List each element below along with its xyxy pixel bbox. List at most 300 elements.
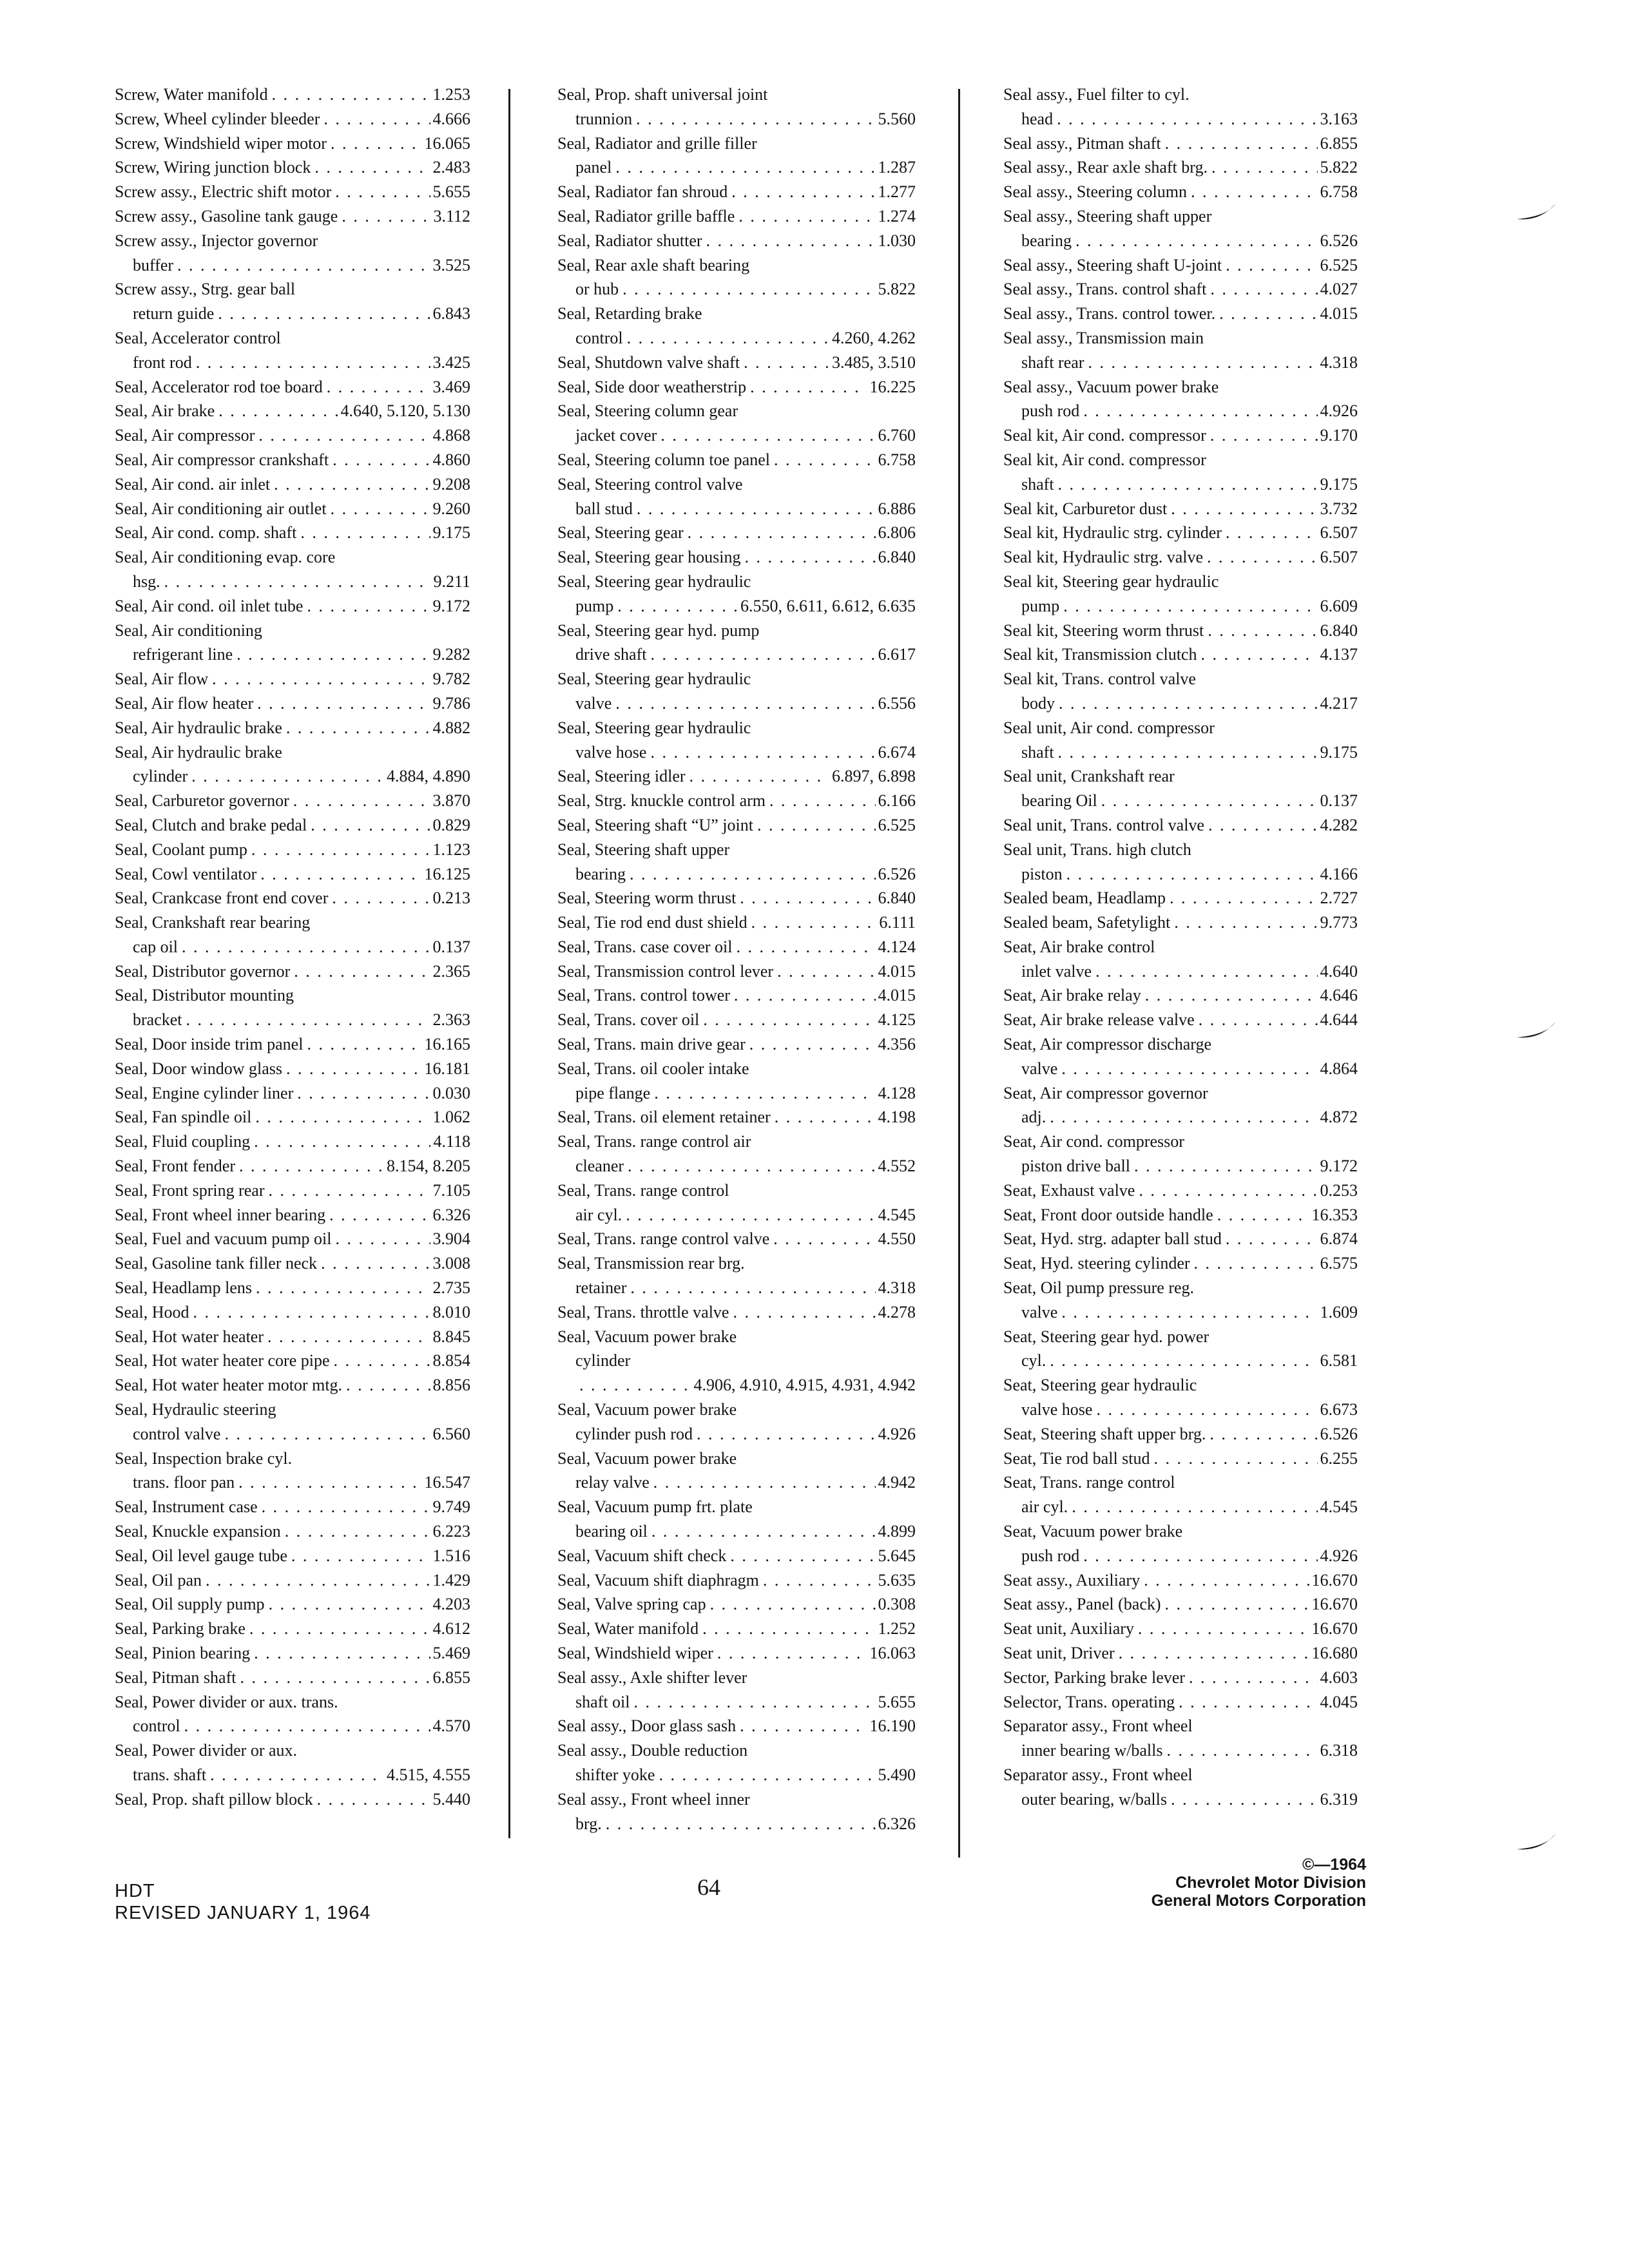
- dot-leader: [297, 1081, 430, 1106]
- dot-leader: [775, 1105, 876, 1129]
- dot-leader: [1226, 521, 1318, 545]
- index-entry-line: [557, 399, 916, 423]
- index-entry: [115, 1398, 470, 1446]
- index-entry-page-ref: 4.640: [1320, 961, 1358, 981]
- index-entry-text: cyl.: [1021, 1351, 1046, 1370]
- index-entry-text: Seal kit, Trans. control valve: [1003, 669, 1196, 689]
- index-entry-line: [1003, 959, 1358, 984]
- index-entry-line: [115, 813, 470, 838]
- index-entry: [115, 1129, 470, 1154]
- index-entry-page-ref: 5.560: [878, 109, 916, 128]
- index-entry-text: Seal, Pitman shaft: [115, 1667, 236, 1687]
- dot-leader: [177, 253, 430, 278]
- index-entry-line: [115, 691, 470, 716]
- dot-leader: [1174, 910, 1317, 935]
- index-entry-text: buffer: [133, 255, 174, 274]
- index-entry-line: [557, 1178, 916, 1203]
- index-entry-line: [1003, 302, 1358, 326]
- dot-leader: [1217, 1203, 1309, 1227]
- index-entry-line: [1003, 521, 1358, 545]
- index-entry: [115, 1738, 470, 1787]
- index-entry-line: [115, 107, 470, 131]
- dot-leader: [1210, 423, 1318, 448]
- index-entry-text: Seat, Vacuum power brake: [1003, 1522, 1183, 1541]
- index-entry-line: [557, 107, 916, 131]
- index-entry-text: cylinder push rod: [575, 1424, 693, 1443]
- dot-leader: [650, 642, 875, 667]
- index-entry-text: shaft rear: [1021, 352, 1084, 372]
- index-entry-page-ref: 9.175: [432, 523, 470, 543]
- index-entry-page-ref: 4.015: [878, 961, 916, 981]
- dot-leader: [293, 789, 430, 813]
- index-entry-page-ref: 6.318: [1320, 1741, 1358, 1760]
- index-entry-page-ref: 4.545: [1320, 1497, 1358, 1517]
- index-entry-text: Seal, Vacuum shift diaphragm: [557, 1570, 759, 1590]
- index-entry-page-ref: 1.030: [878, 231, 916, 250]
- index-entry: [115, 1446, 470, 1495]
- index-entry-line: [1003, 1470, 1358, 1495]
- index-entry-text: Seal, Trans. range control valve: [557, 1229, 770, 1249]
- index-entry-line: [115, 1398, 470, 1422]
- index-entry-text: shaft: [1021, 742, 1054, 762]
- index-entry-page-ref: 6.840: [1320, 620, 1358, 640]
- index-entry-page-ref: 6.886: [878, 499, 916, 518]
- index-entry: [557, 448, 916, 472]
- dot-leader: [615, 155, 875, 180]
- index-entry: [1003, 131, 1358, 156]
- index-entry-page-ref: 16.125: [424, 864, 470, 883]
- index-entry-page-ref: 5.490: [878, 1765, 916, 1784]
- index-entry-line: [1003, 983, 1358, 1008]
- index-entry-line: [1003, 277, 1358, 302]
- index-entry-text: Seal, Hot water heater core pipe: [115, 1351, 330, 1370]
- index-entry: [1003, 570, 1358, 619]
- index-entry: [557, 789, 916, 813]
- index-entry-page-ref: 16.225: [869, 377, 916, 396]
- dot-leader: [260, 862, 421, 887]
- index-entry-line: [115, 204, 470, 229]
- index-entry: [557, 545, 916, 570]
- index-entry-text: jacket cover: [575, 426, 657, 445]
- index-entry: [115, 1227, 470, 1251]
- index-entry-text: Seal, Vacuum shift check: [557, 1546, 727, 1565]
- index-entry-line: [1003, 594, 1358, 619]
- index-entry-text: Seal, Vacuum pump frt. plate: [557, 1497, 753, 1517]
- footer-revision: [115, 1880, 371, 1924]
- index-entry: [1003, 1422, 1358, 1446]
- index-entry: [1003, 1763, 1358, 1812]
- index-entry-page-ref: 4.868: [432, 426, 470, 445]
- index-entry-line: [557, 229, 916, 253]
- index-entry-text: Seal, Hot water heater: [115, 1327, 264, 1346]
- dot-leader: [703, 1008, 875, 1032]
- dot-leader: [333, 448, 430, 472]
- index-entry-text: Seal, Prop. shaft universal joint: [557, 85, 768, 104]
- index-entry-line: [557, 1544, 916, 1568]
- index-entry-page-ref: 16.670: [1311, 1570, 1358, 1590]
- index-entry-text: Seal unit, Trans. control valve: [1003, 815, 1204, 834]
- index-entry-page-ref: 6.111: [879, 913, 916, 932]
- index-entry-line: [115, 1714, 470, 1738]
- index-entry-text: shaft: [1021, 474, 1054, 494]
- dot-leader: [1165, 1592, 1309, 1617]
- index-entry: [557, 1714, 916, 1738]
- index-entry-line: [557, 862, 916, 887]
- dot-leader: [1200, 642, 1317, 667]
- index-entry-line: [1003, 1738, 1358, 1763]
- index-entry-page-ref: 6.507: [1320, 523, 1358, 543]
- dot-leader: [706, 229, 876, 253]
- index-entry-page-ref: 0.213: [432, 889, 470, 908]
- index-entry: [115, 1057, 470, 1081]
- index-entry-line: [1003, 155, 1358, 180]
- dot-leader: [1088, 351, 1317, 375]
- index-entry-line: [557, 716, 916, 740]
- index-entry-text: Screw assy., Gasoline tank gauge: [115, 206, 338, 226]
- index-entry-line: [115, 764, 470, 789]
- index-entry-text: Seal kit, Hydraulic strg. valve: [1003, 548, 1204, 567]
- index-entry-line: [557, 886, 916, 910]
- index-entry-text: Seal, Oil supply pump: [115, 1595, 265, 1614]
- index-entry-text: outer bearing, w/balls: [1021, 1789, 1167, 1809]
- index-entry-text: Seal, Air flow: [115, 669, 209, 689]
- index-entry-page-ref: 6.525: [1320, 255, 1358, 274]
- index-entry-line: [557, 1422, 916, 1446]
- index-entry-line: [115, 423, 470, 448]
- index-entry-line: [557, 1568, 916, 1593]
- index-entry-line: [115, 326, 470, 351]
- dot-leader: [773, 1227, 875, 1251]
- dot-leader: [777, 959, 875, 984]
- index-entry-text: Seal, Transmission control lever: [557, 961, 774, 981]
- dot-leader: [269, 1178, 430, 1203]
- index-entry: [557, 1129, 916, 1178]
- index-entry-line: [1003, 180, 1358, 204]
- index-entry-line: [557, 253, 916, 278]
- index-entry: [1003, 375, 1358, 424]
- index-entry-line: [115, 521, 470, 545]
- index-entry-page-ref: 4.318: [1320, 352, 1358, 372]
- dot-leader: [710, 1592, 876, 1617]
- index-entry-line: [115, 1203, 470, 1227]
- dot-leader: [1165, 131, 1318, 156]
- index-entry: [1003, 1690, 1358, 1715]
- index-entry-text: Seal assy., Steering shaft upper: [1003, 206, 1212, 226]
- index-entry-text: Seal, Steering shaft upper: [557, 840, 730, 859]
- index-entry-page-ref: 6.760: [878, 426, 916, 445]
- index-entry-text: Seal, Steering gear: [557, 523, 684, 543]
- index-entry-page-ref: 3.485, 3.510: [832, 352, 916, 372]
- index-entry-line: [557, 1592, 916, 1617]
- index-entry-page-ref: 5.469: [432, 1644, 470, 1662]
- index-entry-text: Seal, Distributor governor: [115, 961, 291, 981]
- index-entry-line: [115, 1349, 470, 1373]
- index-entry-text: valve: [575, 693, 612, 713]
- dot-leader: [1144, 1568, 1309, 1593]
- index-entry-text: Seal, Side door weatherstrip: [557, 377, 747, 396]
- index-entry-page-ref: 6.897, 6.898: [832, 767, 916, 786]
- index-entry-line: [115, 619, 470, 643]
- dot-leader: [1083, 1544, 1317, 1568]
- index-entry: [557, 375, 916, 399]
- dot-leader: [249, 1617, 430, 1641]
- index-entry-text: pump: [1021, 596, 1060, 615]
- dot-leader: [1207, 545, 1317, 570]
- index-entry-text: Seal, Steering gear hydraulic: [557, 718, 751, 737]
- dot-leader: [1171, 1787, 1318, 1812]
- index-entry-text: Seal, Steering column gear: [557, 401, 738, 421]
- index-entry-text: push rod: [1021, 1546, 1080, 1565]
- index-entry-line: [1003, 667, 1358, 691]
- index-entry: [115, 1300, 470, 1325]
- index-entry-line: [1003, 326, 1358, 351]
- index-entry-line: [1003, 229, 1358, 253]
- index-entry-text: head: [1021, 109, 1054, 128]
- index-entry: [115, 1544, 470, 1568]
- index-entry-line: [1003, 740, 1358, 765]
- index-entry-text: pipe flange: [575, 1083, 651, 1102]
- index-entry-line: [115, 570, 470, 594]
- index-entry: [115, 1495, 470, 1519]
- index-entry-text: Seal, Hot water heater motor mtg.: [115, 1376, 343, 1395]
- index-entry-page-ref: 8.845: [432, 1327, 470, 1346]
- index-entry-line: [115, 740, 470, 765]
- index-entry-line: [557, 1032, 916, 1057]
- dot-leader: [1208, 813, 1318, 838]
- index-entry-line: [115, 399, 470, 423]
- dot-leader: [323, 107, 430, 131]
- index-entry: [115, 1032, 470, 1057]
- index-entry-line: [1003, 1714, 1358, 1738]
- index-entry: [1003, 1081, 1358, 1130]
- index-entry-text: Seal, Fuel and vacuum pump oil: [115, 1229, 332, 1249]
- index-entry-text: Seal unit, Crankshaft rear: [1003, 767, 1175, 786]
- index-entry-line: [557, 1763, 916, 1787]
- index-entry: [115, 1568, 470, 1593]
- dot-leader: [1134, 1154, 1318, 1178]
- index-entry-page-ref: 9.208: [432, 474, 470, 494]
- footer-copyright: ©—1964: [1302, 1856, 1366, 1874]
- index-entry-text: Seal, Air conditioning air outlet: [115, 499, 327, 518]
- index-entry-page-ref: 1.253: [432, 85, 470, 104]
- index-entry-text: Seat unit, Auxiliary: [1003, 1619, 1134, 1639]
- index-entry: [1003, 667, 1358, 716]
- dot-leader: [1061, 1300, 1317, 1325]
- index-entry-line: [1003, 1032, 1358, 1057]
- index-entry-line: [557, 1398, 916, 1422]
- index-entry-text: Seal, Steering shaft “U” joint: [557, 815, 753, 834]
- index-entry-line: [557, 545, 916, 570]
- index-entry-text: control valve: [133, 1424, 221, 1443]
- index-entry-line: [115, 448, 470, 472]
- index-entry-line: [115, 277, 470, 302]
- index-entry-line: [557, 1105, 916, 1129]
- dot-leader: [285, 1519, 430, 1544]
- index-entry-text: Seal kit, Air cond. compressor: [1003, 426, 1206, 445]
- dot-leader: [286, 716, 430, 740]
- index-entry: [1003, 423, 1358, 448]
- index-entry: [115, 1203, 470, 1227]
- index-entry-text: Seal, Radiator grille baffle: [557, 206, 735, 226]
- index-entry-text: Seal, Prop. shaft pillow block: [115, 1789, 313, 1809]
- dot-leader: [335, 180, 430, 204]
- index-entry-line: [115, 82, 470, 107]
- index-entry-line: [557, 1276, 916, 1300]
- index-entry-text: drive shaft: [575, 645, 647, 664]
- dot-leader: [311, 813, 430, 838]
- index-entry-text: Seal, Front wheel inner bearing: [115, 1205, 326, 1224]
- index-entry-text: shifter yoke: [575, 1765, 655, 1784]
- index-entry-text: Seat, Exhaust valve: [1003, 1180, 1135, 1200]
- index-entry-text: Seal assy., Front wheel inner: [557, 1789, 750, 1809]
- dot-leader: [212, 667, 430, 691]
- index-entry-page-ref: 4.612: [432, 1619, 470, 1639]
- index-entry-line: [557, 1057, 916, 1081]
- index-entry-page-ref: 6.550, 6.611, 6.612, 6.635: [740, 596, 916, 615]
- index-entry-line: [1003, 1227, 1358, 1251]
- index-entry-page-ref: 6.609: [1320, 596, 1358, 615]
- index-entry-page-ref: 4.137: [1320, 645, 1358, 664]
- index-entry-line: [115, 642, 470, 667]
- index-entry-page-ref: 4.872: [1320, 1108, 1358, 1127]
- index-entry-line: [115, 1690, 470, 1715]
- index-entry: [1003, 204, 1358, 253]
- index-entry-page-ref: 5.635: [878, 1570, 916, 1590]
- index-entry-line: [1003, 1349, 1358, 1373]
- index-entry: [115, 277, 470, 326]
- index-entry-page-ref: 4.899: [878, 1522, 916, 1541]
- index-entry: [1003, 886, 1358, 910]
- index-entry: [557, 1008, 916, 1032]
- index-entry-page-ref: 6.806: [878, 523, 916, 543]
- index-entry-text: adj.: [1021, 1108, 1046, 1127]
- index-entry-text: bearing: [575, 864, 626, 883]
- index-entry-text: Seal, Air brake: [115, 401, 215, 421]
- index-entry: [1003, 82, 1358, 131]
- index-entry-page-ref: 6.526: [1320, 1424, 1358, 1443]
- index-entry-page-ref: 9.782: [432, 669, 470, 689]
- index-entry-page-ref: 6.855: [1320, 133, 1358, 153]
- index-entry: [115, 131, 470, 156]
- index-entry-text: Seal, Air cond. comp. shaft: [115, 523, 297, 543]
- index-entry-page-ref: 4.644: [1320, 1010, 1358, 1030]
- index-entry-text: Seal, Accelerator rod toe board: [115, 377, 323, 396]
- dot-leader: [1096, 1398, 1317, 1422]
- index-entry-text: Seal unit, Trans. high clutch: [1003, 840, 1191, 859]
- index-entry-text: Seal, Pinion bearing: [115, 1644, 251, 1662]
- dot-leader: [193, 1300, 430, 1325]
- index-entry-text: Seat, Air compressor governor: [1003, 1083, 1208, 1102]
- index-entry-text: panel: [575, 158, 612, 177]
- index-entry-text: Seal, Vacuum power brake: [557, 1448, 737, 1468]
- index-entry-text: Seal, Steering worm thrust: [557, 889, 737, 908]
- index-entry-line: [115, 1617, 470, 1641]
- index-entry-text: bearing Oil: [1021, 791, 1097, 811]
- index-entry-text: Seat, Steering shaft upper brg.: [1003, 1424, 1206, 1443]
- index-entry-page-ref: 16.063: [869, 1644, 916, 1662]
- dot-leader: [622, 277, 875, 302]
- index-entry-line: [557, 521, 916, 545]
- index-entry-line: [115, 351, 470, 375]
- index-entry-page-ref: 4.260, 4.262: [832, 328, 916, 347]
- index-entry-page-ref: 9.786: [432, 693, 470, 713]
- index-entry: [1003, 1325, 1358, 1374]
- index-entry-text: Seal, Coolant pump: [115, 840, 247, 859]
- dot-leader: [1199, 1008, 1318, 1032]
- index-entry-text: Seat, Air cond. compressor: [1003, 1132, 1184, 1151]
- index-entry-line: [115, 1446, 470, 1471]
- index-entry: [557, 1057, 916, 1106]
- index-entry-line: [115, 789, 470, 813]
- index-entry-page-ref: 1.516: [432, 1546, 470, 1565]
- index-entry: [1003, 983, 1358, 1008]
- index-entry-text: Seat, Trans. range control: [1003, 1473, 1175, 1492]
- index-entry-line: [115, 375, 470, 399]
- index-entry: [115, 667, 470, 691]
- dot-leader: [274, 472, 430, 497]
- index-entry: [115, 740, 470, 789]
- index-entry: [1003, 180, 1358, 204]
- index-entry-page-ref: 4.015: [878, 986, 916, 1005]
- dot-leader: [342, 204, 430, 229]
- index-entry-page-ref: 0.829: [432, 815, 470, 834]
- index-entry-page-ref: 8.010: [432, 1302, 470, 1321]
- dot-leader: [660, 423, 875, 448]
- index-entry: [557, 1446, 916, 1495]
- dot-leader: [1061, 1057, 1317, 1081]
- index-entry-text: Seal, Air conditioning: [115, 620, 262, 640]
- dot-leader: [1210, 1422, 1317, 1446]
- index-entry: [557, 667, 916, 716]
- dot-leader: [307, 594, 430, 619]
- dot-leader: [239, 1154, 384, 1178]
- dot-leader: [1211, 155, 1318, 180]
- index-entry: [115, 1251, 470, 1276]
- index-entry-page-ref: 3.732: [1320, 499, 1358, 518]
- index-entry: [1003, 326, 1358, 375]
- index-entry-line: [115, 1057, 470, 1081]
- index-entry-page-ref: 3.425: [432, 352, 470, 372]
- dot-leader: [257, 691, 430, 716]
- index-entry-text: Seal, Air compressor crankshaft: [115, 450, 329, 469]
- index-entry-page-ref: 0.030: [432, 1083, 470, 1102]
- dot-leader: [749, 1032, 876, 1057]
- index-entry-page-ref: 4.603: [1320, 1667, 1358, 1687]
- index-entry-line: [557, 838, 916, 862]
- index-entry-text: Seal assy., Transmission main: [1003, 328, 1204, 347]
- index-entry-line: [557, 1617, 916, 1641]
- index-entry-page-ref: 6.617: [878, 645, 916, 664]
- index-entry: [1003, 838, 1358, 887]
- index-entry-line: [557, 910, 916, 935]
- index-entry: [1003, 545, 1358, 570]
- index-entry-page-ref: 2.483: [432, 158, 470, 177]
- index-entry-line: [557, 326, 916, 351]
- index-entry: [1003, 1519, 1358, 1568]
- index-entry-line: [1003, 1300, 1358, 1325]
- dot-leader: [740, 1714, 867, 1738]
- index-entry-text: Seal, Trans. range control: [557, 1180, 729, 1200]
- index-entry-line: [1003, 107, 1358, 131]
- index-entry-text: Seal, Steering idler: [557, 767, 686, 786]
- index-entry-text: Screw assy., Strg. gear ball: [115, 280, 296, 299]
- footer-code: HDT: [115, 1881, 155, 1901]
- index-entry-text: valve hose: [1021, 1400, 1093, 1419]
- index-entry-text: Seal kit, Carburetor dust: [1003, 499, 1168, 518]
- index-entry-line: [1003, 1422, 1358, 1446]
- index-entry-page-ref: 4.666: [432, 109, 470, 128]
- dot-leader: [734, 983, 876, 1008]
